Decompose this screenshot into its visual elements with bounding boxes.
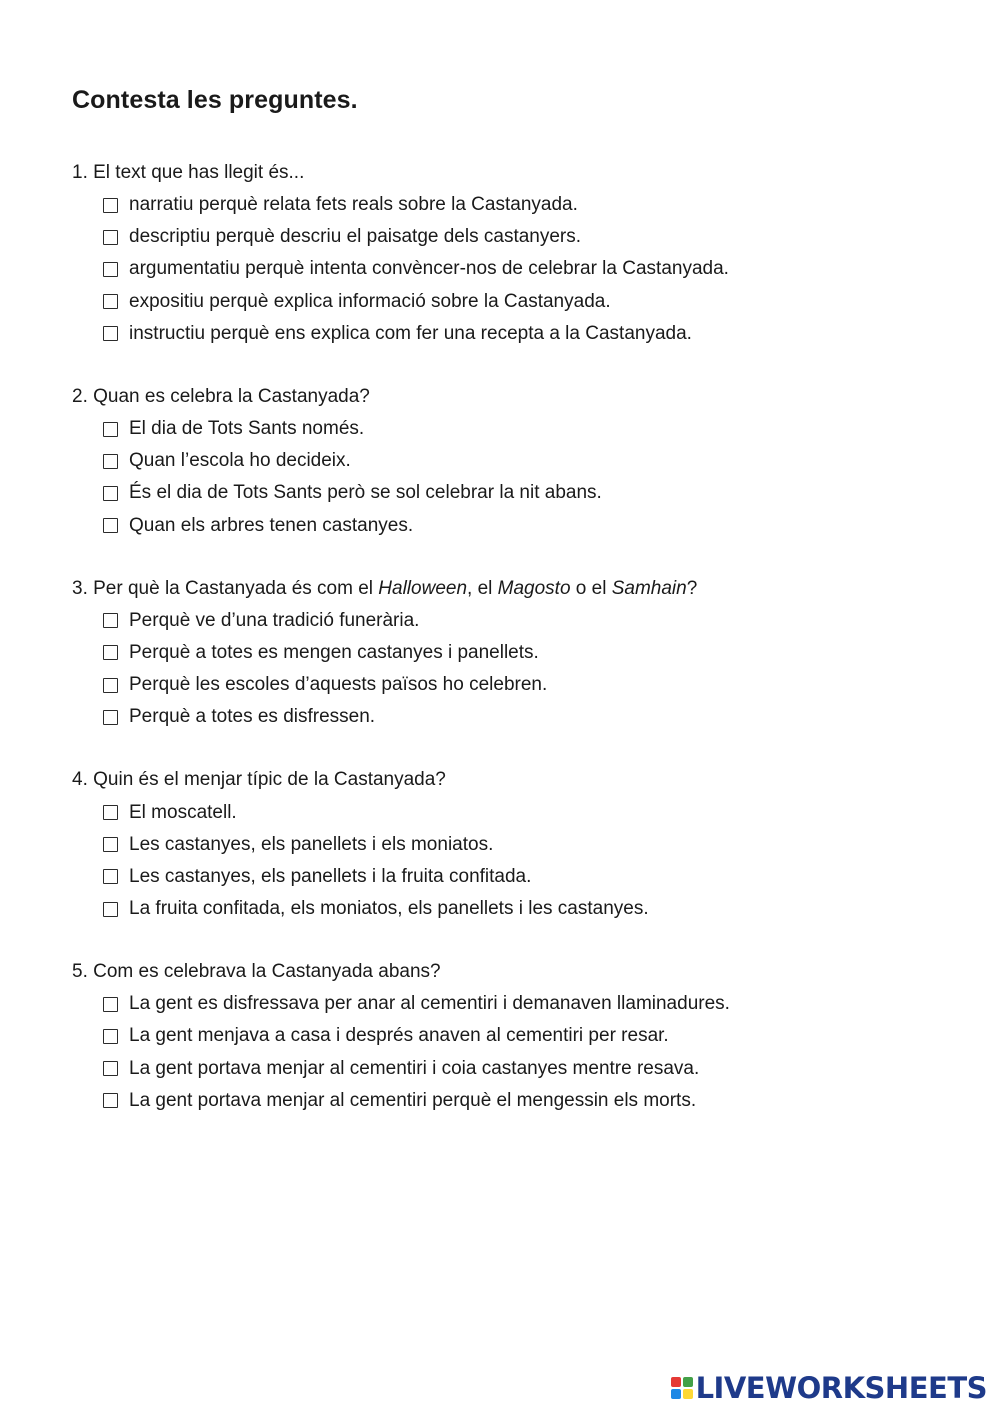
- answer-option[interactable]: [103, 1053, 972, 1085]
- checkbox[interactable]: [103, 1061, 118, 1076]
- answer-option[interactable]: [103, 637, 972, 669]
- answer-option[interactable]: [103, 796, 972, 828]
- option-label: La gent portava menjar al cementiri i coia castanyes mentre resava.: [129, 1057, 700, 1079]
- checkbox[interactable]: [103, 518, 118, 533]
- answer-option[interactable]: [103, 221, 972, 253]
- answer-option[interactable]: [103, 445, 972, 477]
- question-3: [72, 573, 972, 734]
- page-title: Contesta les preguntes.: [72, 86, 358, 114]
- answer-option[interactable]: [103, 605, 972, 637]
- checkbox[interactable]: [103, 997, 118, 1012]
- option-label: El dia de Tots Sants només.: [129, 418, 365, 440]
- option-list: [72, 605, 972, 734]
- checkbox[interactable]: [103, 645, 118, 660]
- answer-option[interactable]: [103, 701, 972, 733]
- answer-option[interactable]: [103, 413, 972, 445]
- answer-option[interactable]: [103, 829, 972, 861]
- option-label: Perquè a totes es mengen castanyes i panellets.: [129, 641, 539, 663]
- liveworksheets-logo: [671, 1371, 987, 1405]
- option-label: Quan l’escola ho decideix.: [129, 450, 351, 472]
- question-text: 2. Quan es celebra la Castanyada?: [72, 385, 370, 407]
- question-list: [72, 157, 972, 1148]
- option-list: [72, 413, 972, 542]
- option-label: És el dia de Tots Sants però se sol celebrar la nit abans.: [129, 482, 602, 504]
- answer-option[interactable]: [103, 318, 972, 350]
- option-label: Perquè a totes es disfressen.: [129, 706, 376, 728]
- answer-option[interactable]: [103, 669, 972, 701]
- option-label: La gent menjava a casa i després anaven al cementiri per resar.: [129, 1025, 669, 1047]
- checkbox[interactable]: [103, 805, 118, 820]
- question-text-italic: Samhain: [611, 577, 687, 599]
- question-4: [72, 764, 972, 925]
- liveworksheets-logo-icon: [671, 1377, 693, 1399]
- option-label: Perquè ve d’una tradició funerària.: [129, 609, 420, 631]
- checkbox[interactable]: [103, 422, 118, 437]
- option-label: narratiu perquè relata fets reals sobre la Castanyada.: [129, 194, 578, 216]
- answer-option[interactable]: [103, 286, 972, 318]
- question-5: [72, 956, 972, 1117]
- answer-option[interactable]: [103, 988, 972, 1020]
- checkbox[interactable]: [103, 1093, 118, 1108]
- option-label: instructiu perquè ens explica com fer una recepta a la Castanyada.: [129, 322, 692, 344]
- checkbox[interactable]: [103, 198, 118, 213]
- logo-tile: [683, 1389, 693, 1399]
- option-label: expositiu perquè explica informació sobre la Castanyada.: [129, 290, 611, 312]
- checkbox[interactable]: [103, 262, 118, 277]
- option-label: Quan els arbres tenen castanyes.: [129, 514, 414, 536]
- answer-option[interactable]: [103, 861, 972, 893]
- question-text-part: , el: [467, 577, 498, 599]
- option-list: [72, 189, 972, 350]
- question-text-italic: Magosto: [497, 577, 571, 599]
- question-2: [72, 381, 972, 542]
- checkbox[interactable]: [103, 486, 118, 501]
- logo-tile: [671, 1389, 681, 1399]
- option-label: La fruita confitada, els moniatos, els panellets i les castanyes.: [129, 898, 649, 920]
- question-1: [72, 157, 972, 350]
- checkbox[interactable]: [103, 902, 118, 917]
- answer-option[interactable]: [103, 253, 972, 285]
- question-text: 5. Com es celebrava la Castanyada abans?: [72, 961, 441, 983]
- checkbox[interactable]: [103, 1029, 118, 1044]
- logo-text: LIVEWORKSHEETS: [695, 1371, 987, 1405]
- option-label: La gent portava menjar al cementiri perquè el mengessin els morts.: [129, 1089, 697, 1111]
- option-list: [72, 796, 972, 925]
- checkbox[interactable]: [103, 326, 118, 341]
- answer-option[interactable]: [103, 477, 972, 509]
- option-label: La gent es disfressava per anar al cementiri i demanaven llaminadures.: [129, 993, 730, 1015]
- question-text-italic: Halloween: [378, 577, 468, 599]
- logo-tile: [671, 1377, 681, 1387]
- answer-option[interactable]: [103, 1020, 972, 1052]
- checkbox[interactable]: [103, 869, 118, 884]
- answer-option[interactable]: [103, 1085, 972, 1117]
- answer-option[interactable]: [103, 510, 972, 542]
- option-label: El moscatell.: [129, 801, 237, 823]
- option-label: argumentatiu perquè intenta convèncer-nos de celebrar la Castanyada.: [129, 258, 729, 280]
- question-text-part: ?: [686, 577, 698, 599]
- question-text: [72, 573, 972, 605]
- option-label: Les castanyes, els panellets i els moniatos.: [129, 833, 494, 855]
- checkbox[interactable]: [103, 230, 118, 245]
- option-list: [72, 988, 972, 1117]
- option-label: Perquè les escoles d’aquests països ho celebren.: [129, 674, 548, 696]
- answer-option[interactable]: [103, 189, 972, 221]
- question-text: 4. Quin és el menjar típic de la Castanyada?: [72, 769, 446, 791]
- checkbox[interactable]: [103, 613, 118, 628]
- question-text-part: 3. Per què la Castanyada és com el: [72, 577, 379, 599]
- logo-tile: [683, 1377, 693, 1387]
- checkbox[interactable]: [103, 710, 118, 725]
- checkbox[interactable]: [103, 454, 118, 469]
- checkbox[interactable]: [103, 678, 118, 693]
- option-label: Les castanyes, els panellets i la fruita confitada.: [129, 865, 532, 887]
- checkbox[interactable]: [103, 294, 118, 309]
- answer-option[interactable]: [103, 893, 972, 925]
- question-text-part: o el: [570, 577, 612, 599]
- checkbox[interactable]: [103, 837, 118, 852]
- option-label: descriptiu perquè descriu el paisatge dels castanyers.: [129, 226, 582, 248]
- question-text: 1. El text que has llegit és...: [72, 162, 305, 183]
